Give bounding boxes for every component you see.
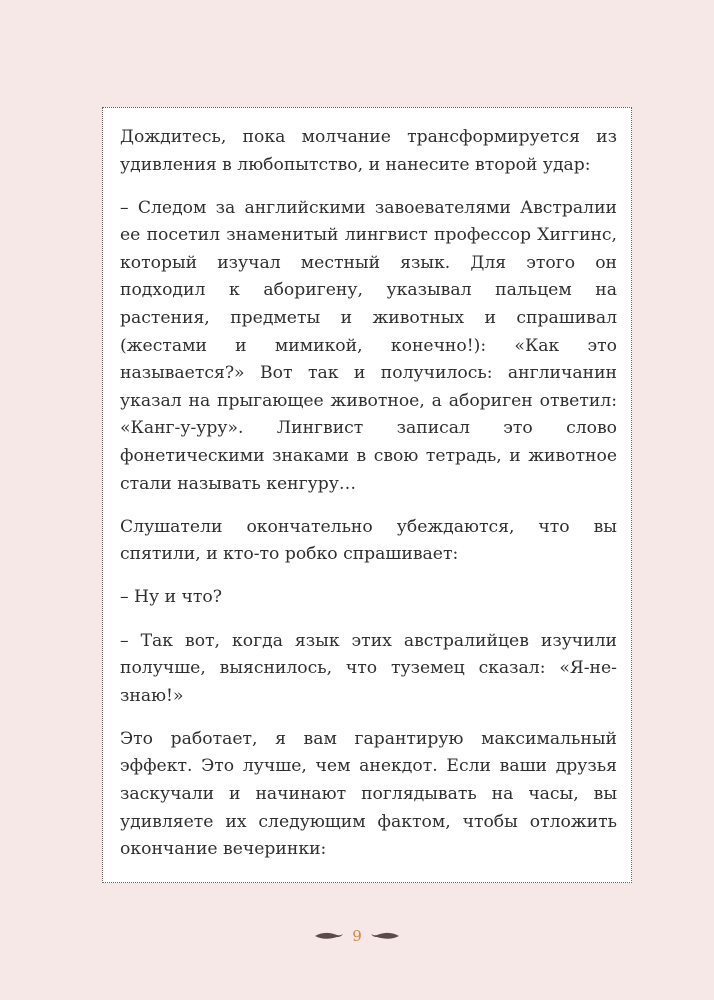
text-frame [102,107,632,883]
paragraph-7 [120,879,617,883]
right-flourish-icon [370,931,400,941]
page-number: 9 [352,927,362,945]
paragraph-3: Слушатели окончательно убеждаются, что вы спятили, и кто-то робко спрашивает: [120,516,617,565]
page-footer [0,923,714,949]
paragraph-6: Это работает, я вам гарантирую максимальный эффект. Это лучше, чем анекдот. Если ваши друзья заскучали и начинают поглядывать на часы, вы удивляете их следующим фактом, чтобы отложить окончание вечеринки: [120,728,617,860]
paragraph-4: – Ну и что? [120,587,222,608]
page-body [120,124,617,883]
paragraph-5: – Так вот, когда язык этих австралийцев изучили получше, выяснилось, что туземец сказал: «Я-не-знаю!» [120,630,617,706]
paragraph-2: – Следом за английскими завоевателями Австралии ее посетил знаменитый лингвист профессор Хиггинс, который изучал местный язык. Для этого он подходил к аборигену, указывал пальцем на растения, предметы и животных и спрашивал (жестами и мимикой, конечно!): «Как это называется?» Вот так и получилось: англичанин указал на прыгающее животное, а абориген ответил: «Канг-у-уру». Лингвист записал это слово фонетическими знаками в свою тетрадь, и животное стали называть кенгуру… [120,197,617,494]
paragraph-1: Дождитесь, пока молчание трансформируется из удивления в любопытство, и нанесите второй удар: [120,127,617,175]
left-flourish-icon [314,931,344,941]
